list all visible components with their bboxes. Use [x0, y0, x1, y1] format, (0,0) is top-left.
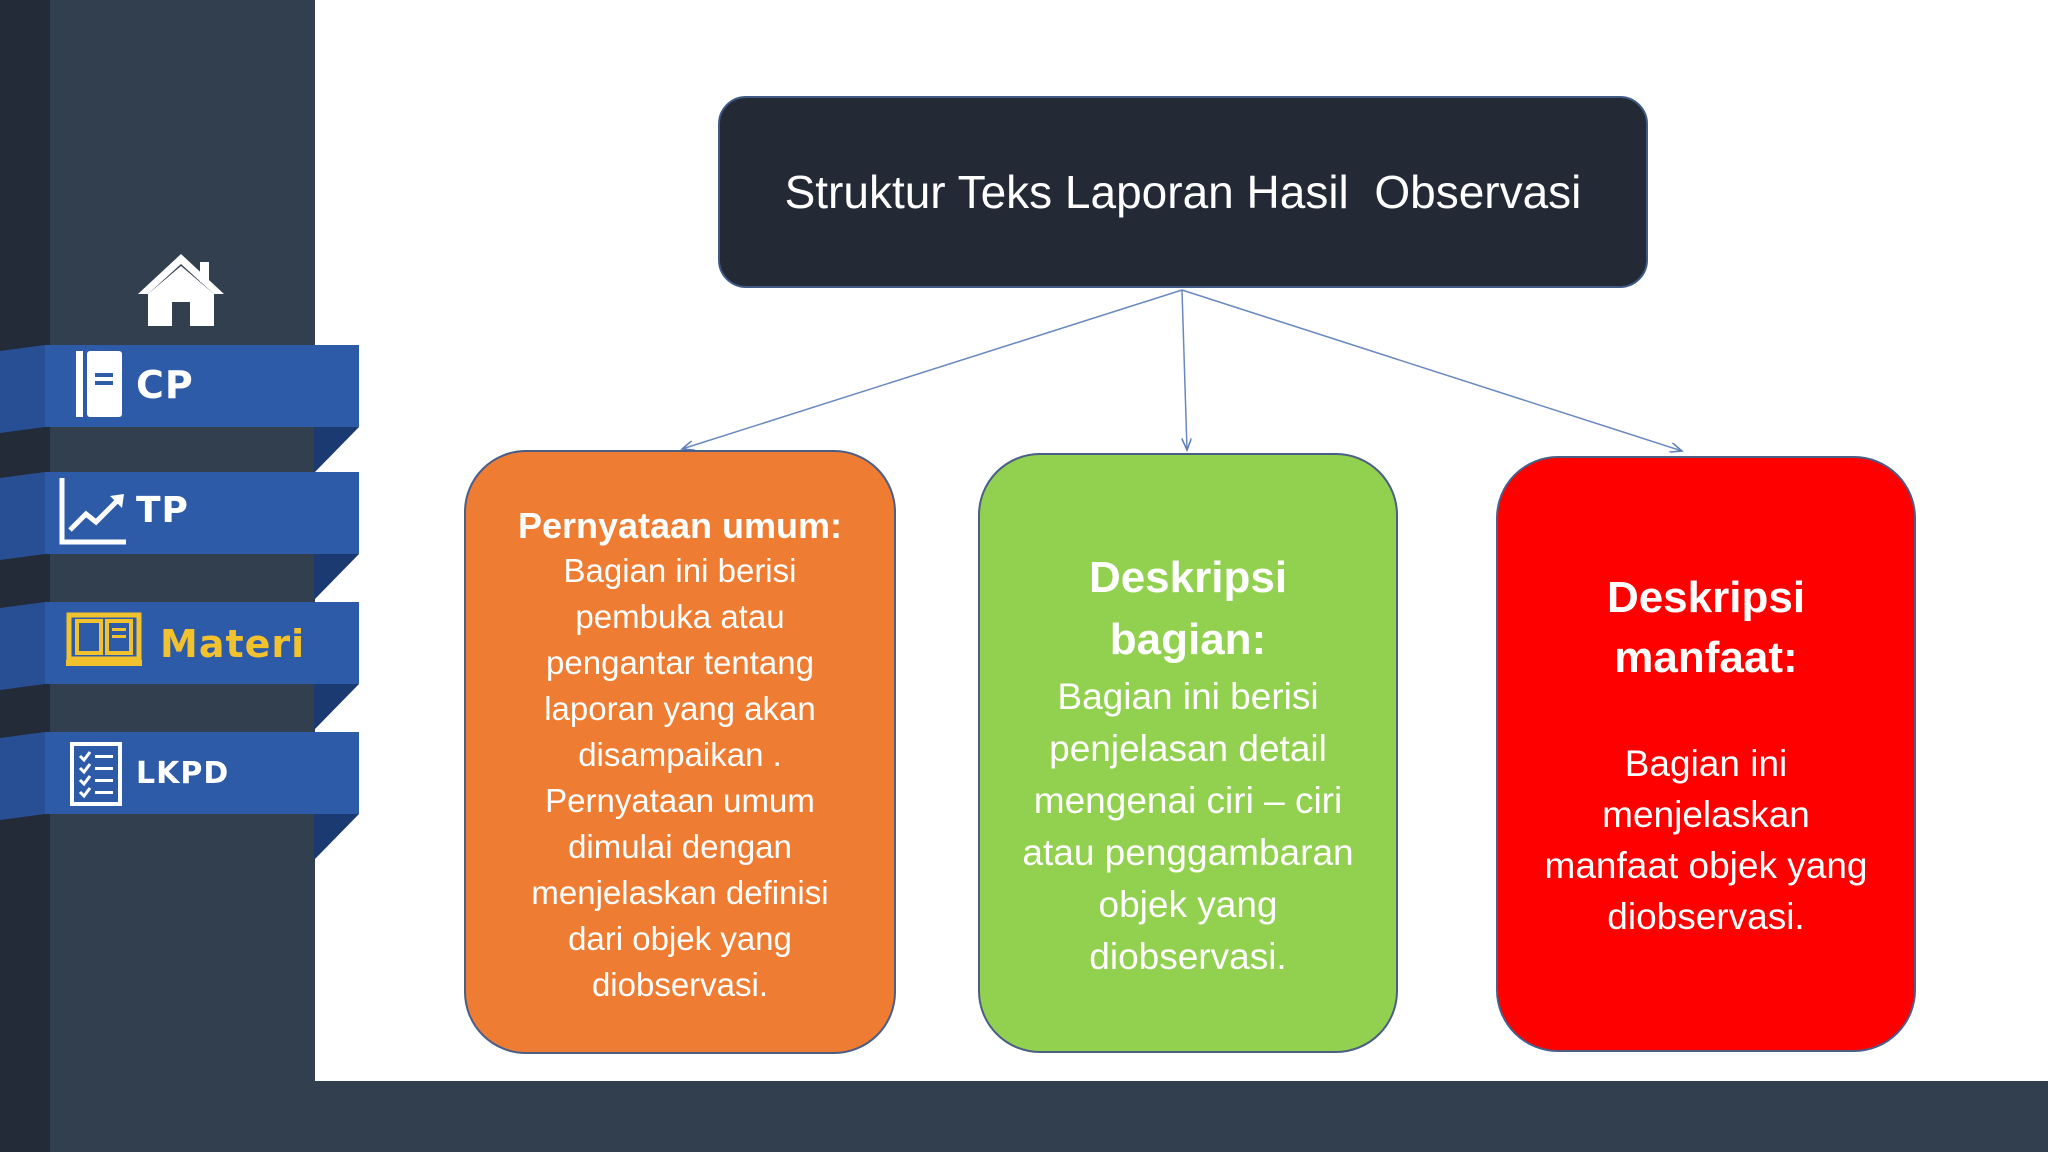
card-body: Bagian ini menjelaskan manfaat objek yang diobservasi. [1544, 743, 1868, 937]
card-deskripsi-bagian [978, 453, 1398, 1053]
card-pernyataan-umum [464, 450, 896, 1054]
card-heading: Deskripsi bagian: [1088, 553, 1288, 664]
checklist-icon [70, 742, 122, 811]
nav-label-materi: Materi [160, 622, 306, 666]
card-deskripsi-manfaat [1496, 456, 1916, 1052]
card-body: Bagian ini berisi pembuka atau pengantar tentang laporan yang akan disampaikan . Pernyataan umum dimulai dengan menjelaskan definisi dari objek yang diobservasi. [531, 552, 829, 1003]
bottom-bar [50, 1081, 2048, 1152]
connector-middle [1182, 290, 1187, 450]
diagram-title: Struktur Teks Laporan Hasil Observasi [784, 166, 1582, 218]
diagram-title-box [718, 96, 1648, 288]
card-body: Bagian ini berisi penjelasan detail mengenai ciri – ciri atau penggambaran objek yang diobservasi. [1022, 676, 1354, 977]
connector-right [1182, 290, 1682, 451]
book-icon [76, 351, 122, 422]
nav-item-tp[interactable] [0, 472, 360, 612]
card-heading: Deskripsi manfaat: [1606, 573, 1806, 682]
open-book-icon [66, 612, 142, 673]
nav-label-tp: TP [136, 490, 189, 531]
trend-chart-icon [58, 476, 128, 551]
nav-label-cp: CP [136, 363, 194, 407]
nav-label-lkpd: LKPD [136, 756, 230, 791]
nav-item-materi[interactable] [0, 602, 360, 742]
connector-left [682, 290, 1182, 449]
card-heading: Pernyataan umum: [517, 505, 843, 546]
home-icon[interactable] [136, 250, 226, 330]
nav-item-lkpd[interactable] [0, 732, 360, 872]
nav-item-cp[interactable] [0, 345, 360, 485]
